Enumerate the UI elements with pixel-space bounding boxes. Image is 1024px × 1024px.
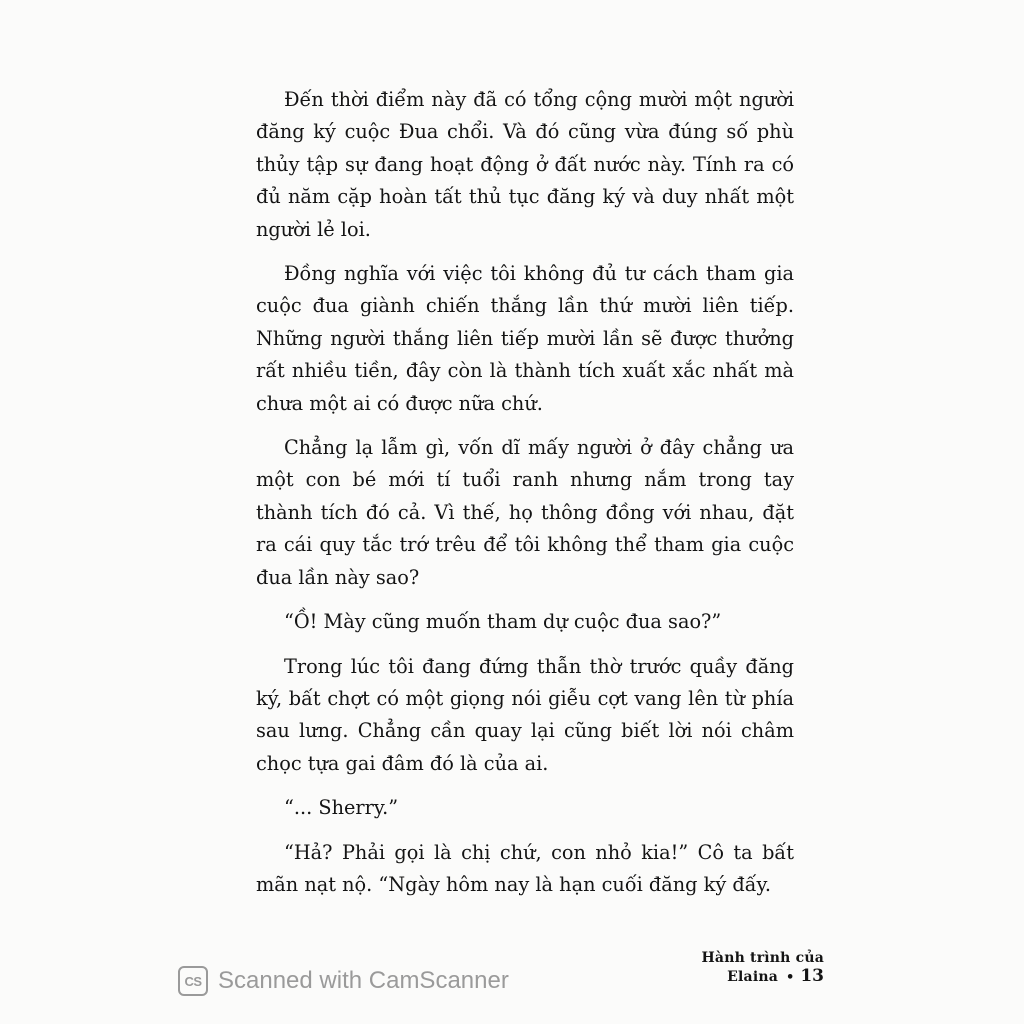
running-title: Hành trình của Elaina	[701, 950, 824, 985]
paragraph-3: Chẳng lạ lẫm gì, vốn dĩ mấy người ở đây chẳng ưa một con bé mới tí tuổi ranh nhưng nắm trong tay thành tích đó cả. Vì thế, họ thông đồng với nhau, đặt ra cái quy tắc trớ trêu để tôi không thể tham gia cuộc đua lần này sao?	[256, 436, 794, 589]
paragraph-6: “... Sherry.”	[284, 796, 399, 820]
paragraph-1: Đến thời điểm này đã có tổng cộng mười một người đăng ký cuộc Đua chổi. Và đó cũng vừa đúng số phù thủy tập sự đang hoạt động ở đất nước này. Tính ra có đủ năm cặp hoàn tất thủ tục đăng ký và duy nhất một người lẻ loi.	[256, 88, 794, 241]
body-text	[256, 84, 794, 913]
camscanner-logo-icon: CS	[178, 966, 208, 996]
watermark-text: Scanned with CamScanner	[218, 967, 509, 994]
paragraph-5: Trong lúc tôi đang đứng thẫn thờ trước quầy đăng ký, bất chợt có một giọng nói giễu cợt vang lên từ phía sau lưng. Chẳng cần quay lại cũng biết lời nói châm chọc tựa gai đâm đó là của ai.	[256, 654, 794, 775]
paragraph-4: “Ồ! Mày cũng muốn tham dự cuộc đua sao?”	[284, 610, 722, 634]
footer-separator: •	[786, 970, 795, 985]
scanner-watermark	[178, 966, 509, 996]
paragraph-7: “Hả? Phải gọi là chị chứ, con nhỏ kia!” Cô ta bất mãn nạt nộ. “Ngày hôm nay là hạn cuối đăng ký đấy.	[256, 840, 794, 896]
paragraph-2: Đồng nghĩa với việc tôi không đủ tư cách tham gia cuộc đua giành chiến thắng lần thứ mười liên tiếp. Những người thắng liên tiếp mười lần sẽ được thưởng rất nhiều tiền, đây còn là thành tích xuất xắc nhất mà chưa một ai có được nữa chứ.	[256, 262, 794, 415]
page-number: 13	[800, 966, 824, 986]
page-footer	[600, 947, 824, 986]
